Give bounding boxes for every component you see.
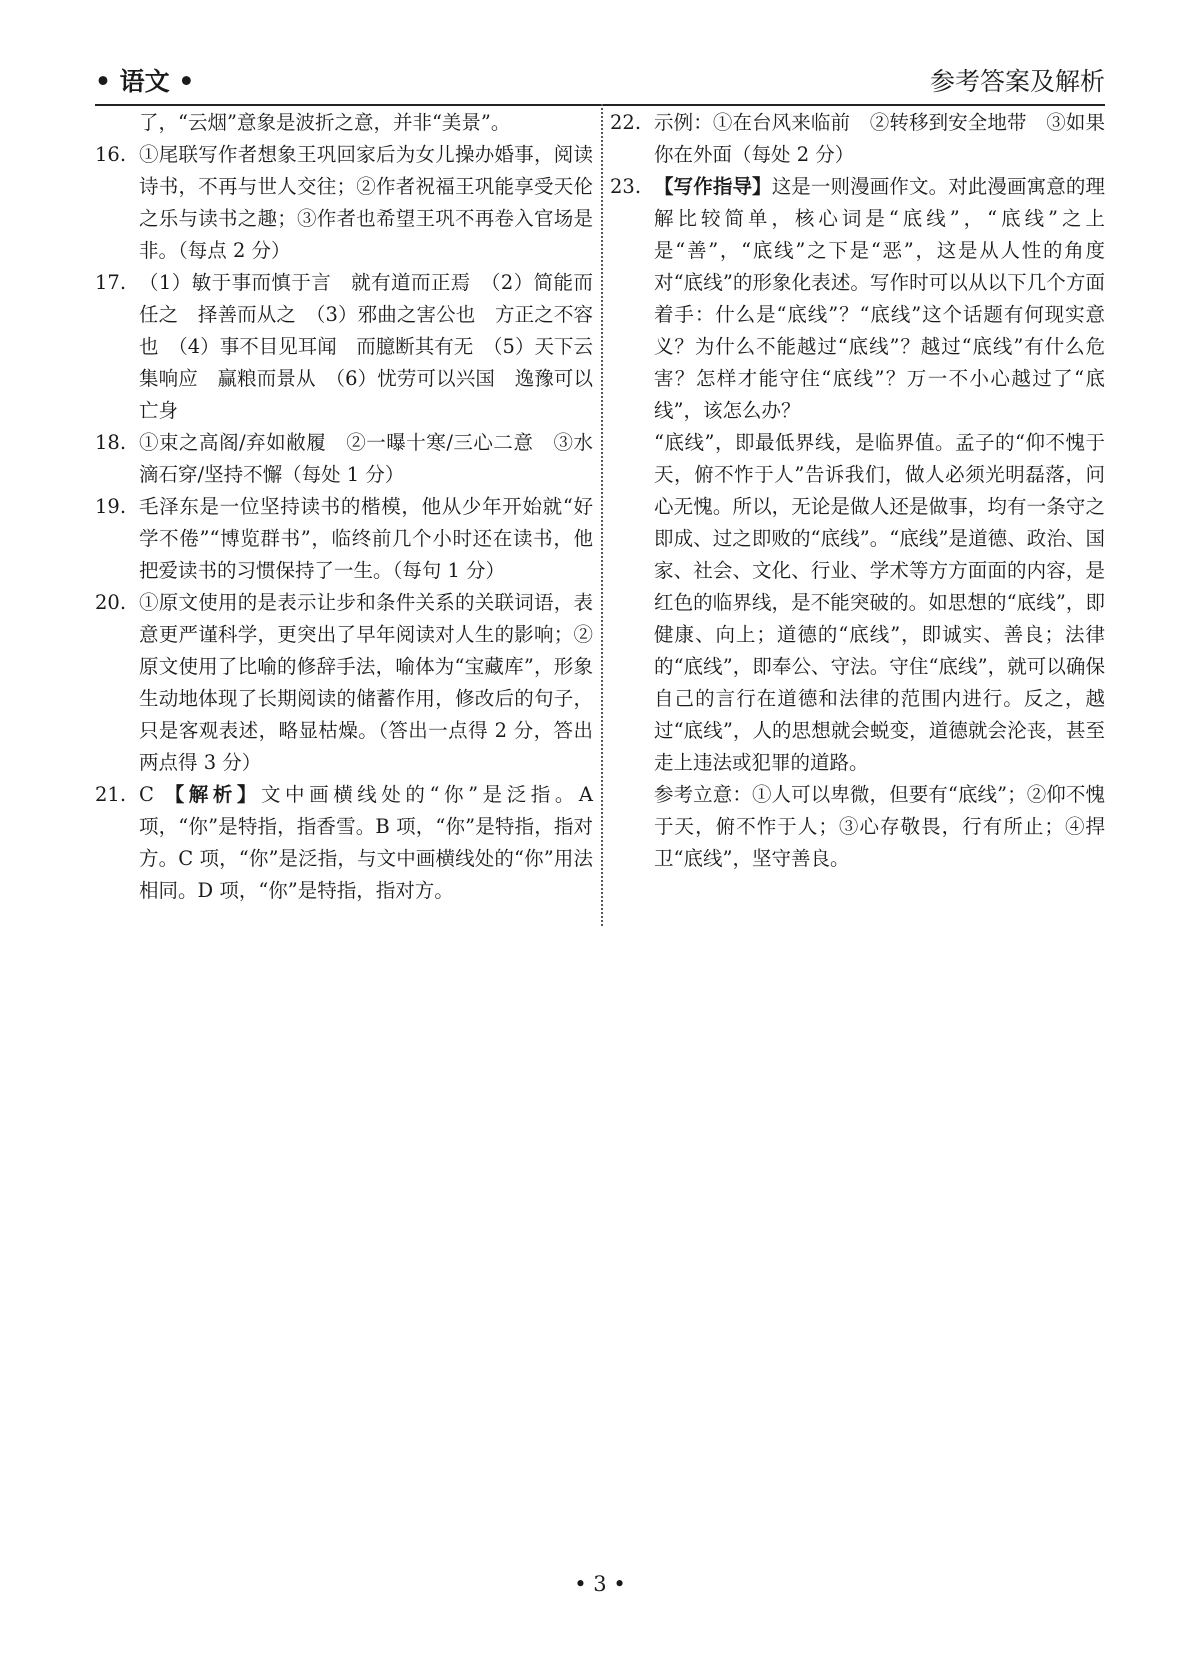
item-number: 19. [95, 495, 127, 518]
answer-item-21 [95, 779, 593, 907]
item-number: 23. [610, 175, 642, 198]
section-title: 参考答案及解析 [929, 67, 1105, 96]
answer-item-16 [95, 139, 593, 267]
answer-item-22 [610, 107, 1105, 171]
item-text: 文中画横线处的“你”是泛指。A 项，“你”是特指，指香雪。B 项，“你”是特指，指对方。C 项，“你”是泛指，与文中画横线处的“你”用法相同。D 项，“你”是特指，指对方。 [139, 783, 593, 902]
item-number: 22. [610, 111, 642, 134]
item-body [139, 779, 593, 907]
column-divider [601, 104, 603, 926]
item-number: 21. [95, 783, 127, 806]
item-text: ①原文使用的是表示让步和条件关系的关联词语，表意更严谨科学，更突出了早年阅读对人生的影响；②原文使用了比喻的修辞手法，喻体为“宝藏库”，形象生动地体现了长期阅读的储蓄作用，修改后的句子，只是客观表述，略显枯燥。（答出一点得 2 分，答出两点得 3 分） [139, 591, 593, 774]
item-text: ①束之高阁/弃如敝履 ②一曝十寒/三心二意 ③水滴石穿/坚持不懈（每处 1 分） [139, 431, 593, 486]
writing-guide-tag: 【写作指导】 [654, 175, 772, 198]
subject-label: • 语文 • [95, 67, 195, 96]
item-text: 毛泽东是一位坚持读书的楷模，他从少年开始就“好学不倦”“博览群书”，临终前几个小时还在读书，他把爱读书的习惯保持了一生。（每句 1 分） [139, 495, 593, 582]
left-column [95, 107, 593, 907]
continuation-text: 了，“云烟”意象是波折之意，并非“美景”。 [139, 111, 511, 134]
item-body [654, 171, 1105, 427]
answer-choice: C [139, 783, 154, 806]
answer-item-19 [95, 491, 593, 587]
item-number: 18. [95, 431, 127, 454]
answer-item-18 [95, 427, 593, 491]
item-number: 20. [95, 591, 127, 614]
page-number: • 3 • [574, 1572, 626, 1596]
analysis-tag: 【解析】 [164, 783, 261, 806]
item-text: ①尾联写作者想象王巩回家后为女儿操办婚事，阅读诗书，不再与世人交往；②作者祝福王巩能享受天伦之乐与读书之趣；③作者也希望王巩不再卷入官场是非。（每点 2 分） [139, 143, 593, 262]
reference-themes: 参考立意：①人可以卑微，但要有“底线”；②仰不愧于天，俯不怍于人；③心存敬畏，行有所止；④捍卫“底线”，坚守善良。 [654, 783, 1105, 870]
answer-item-23 [610, 171, 1105, 427]
right-column [610, 107, 1105, 875]
item-text: 这是一则漫画作文。对此漫画寓意的理解比较简单，核心词是“底线”，“底线”之上是“善”，“底线”之下是“恶”，这是从人性的角度对“底线”的形象化表述。写作时可以从以下几个方面着手：什么是“底线”？“底线”这个话题有何现实意义？为什么不能越过“底线”？越过“底线”有什么危害？怎样才能守住“底线”？万一不小心越过了“底线”，该怎么办？ [654, 175, 1105, 422]
item-text: 示例：①在台风来临前 ②转移到安全地带 ③如果你在外面（每处 2 分） [654, 111, 1105, 166]
answer-item-17 [95, 267, 593, 427]
page-header [95, 62, 1105, 106]
item-text: （1）敏于事而慎于言 就有道而正焉 （2）简能而任之 择善而从之 （3）邪曲之害公也 方正之不容也 （4）事不目见耳闻 而臆断其有无 （5）天下云集响应 赢粮而景从 （6）忧劳可以兴国 逸豫可以亡身 [139, 271, 593, 422]
item-number: 16. [95, 143, 127, 166]
essay-paragraph-2: “底线”，即最低界线，是临界值。孟子的“仰不愧于天，俯不怍于人”告诉我们，做人必须光明磊落，问心无愧。所以，无论是做人还是做事，均有一条守之即成、过之即败的“底线”。“底线”是道德、政治、国家、社会、文化、行业、学术等方方面面的内容，是红色的临界线，是不能突破的。如思想的“底线”，即健康、向上；道德的“底线”，即诚实、善良；法律的“底线”，即奉公、守法。守住“底线”，就可以确保自己的言行在道德和法律的范围内进行。反之，越过“底线”，人的思想就会蜕变，道德就会沦丧，甚至走上违法或犯罪的道路。 [654, 431, 1105, 774]
item-number: 17. [95, 271, 127, 294]
answer-item-20 [95, 587, 593, 779]
